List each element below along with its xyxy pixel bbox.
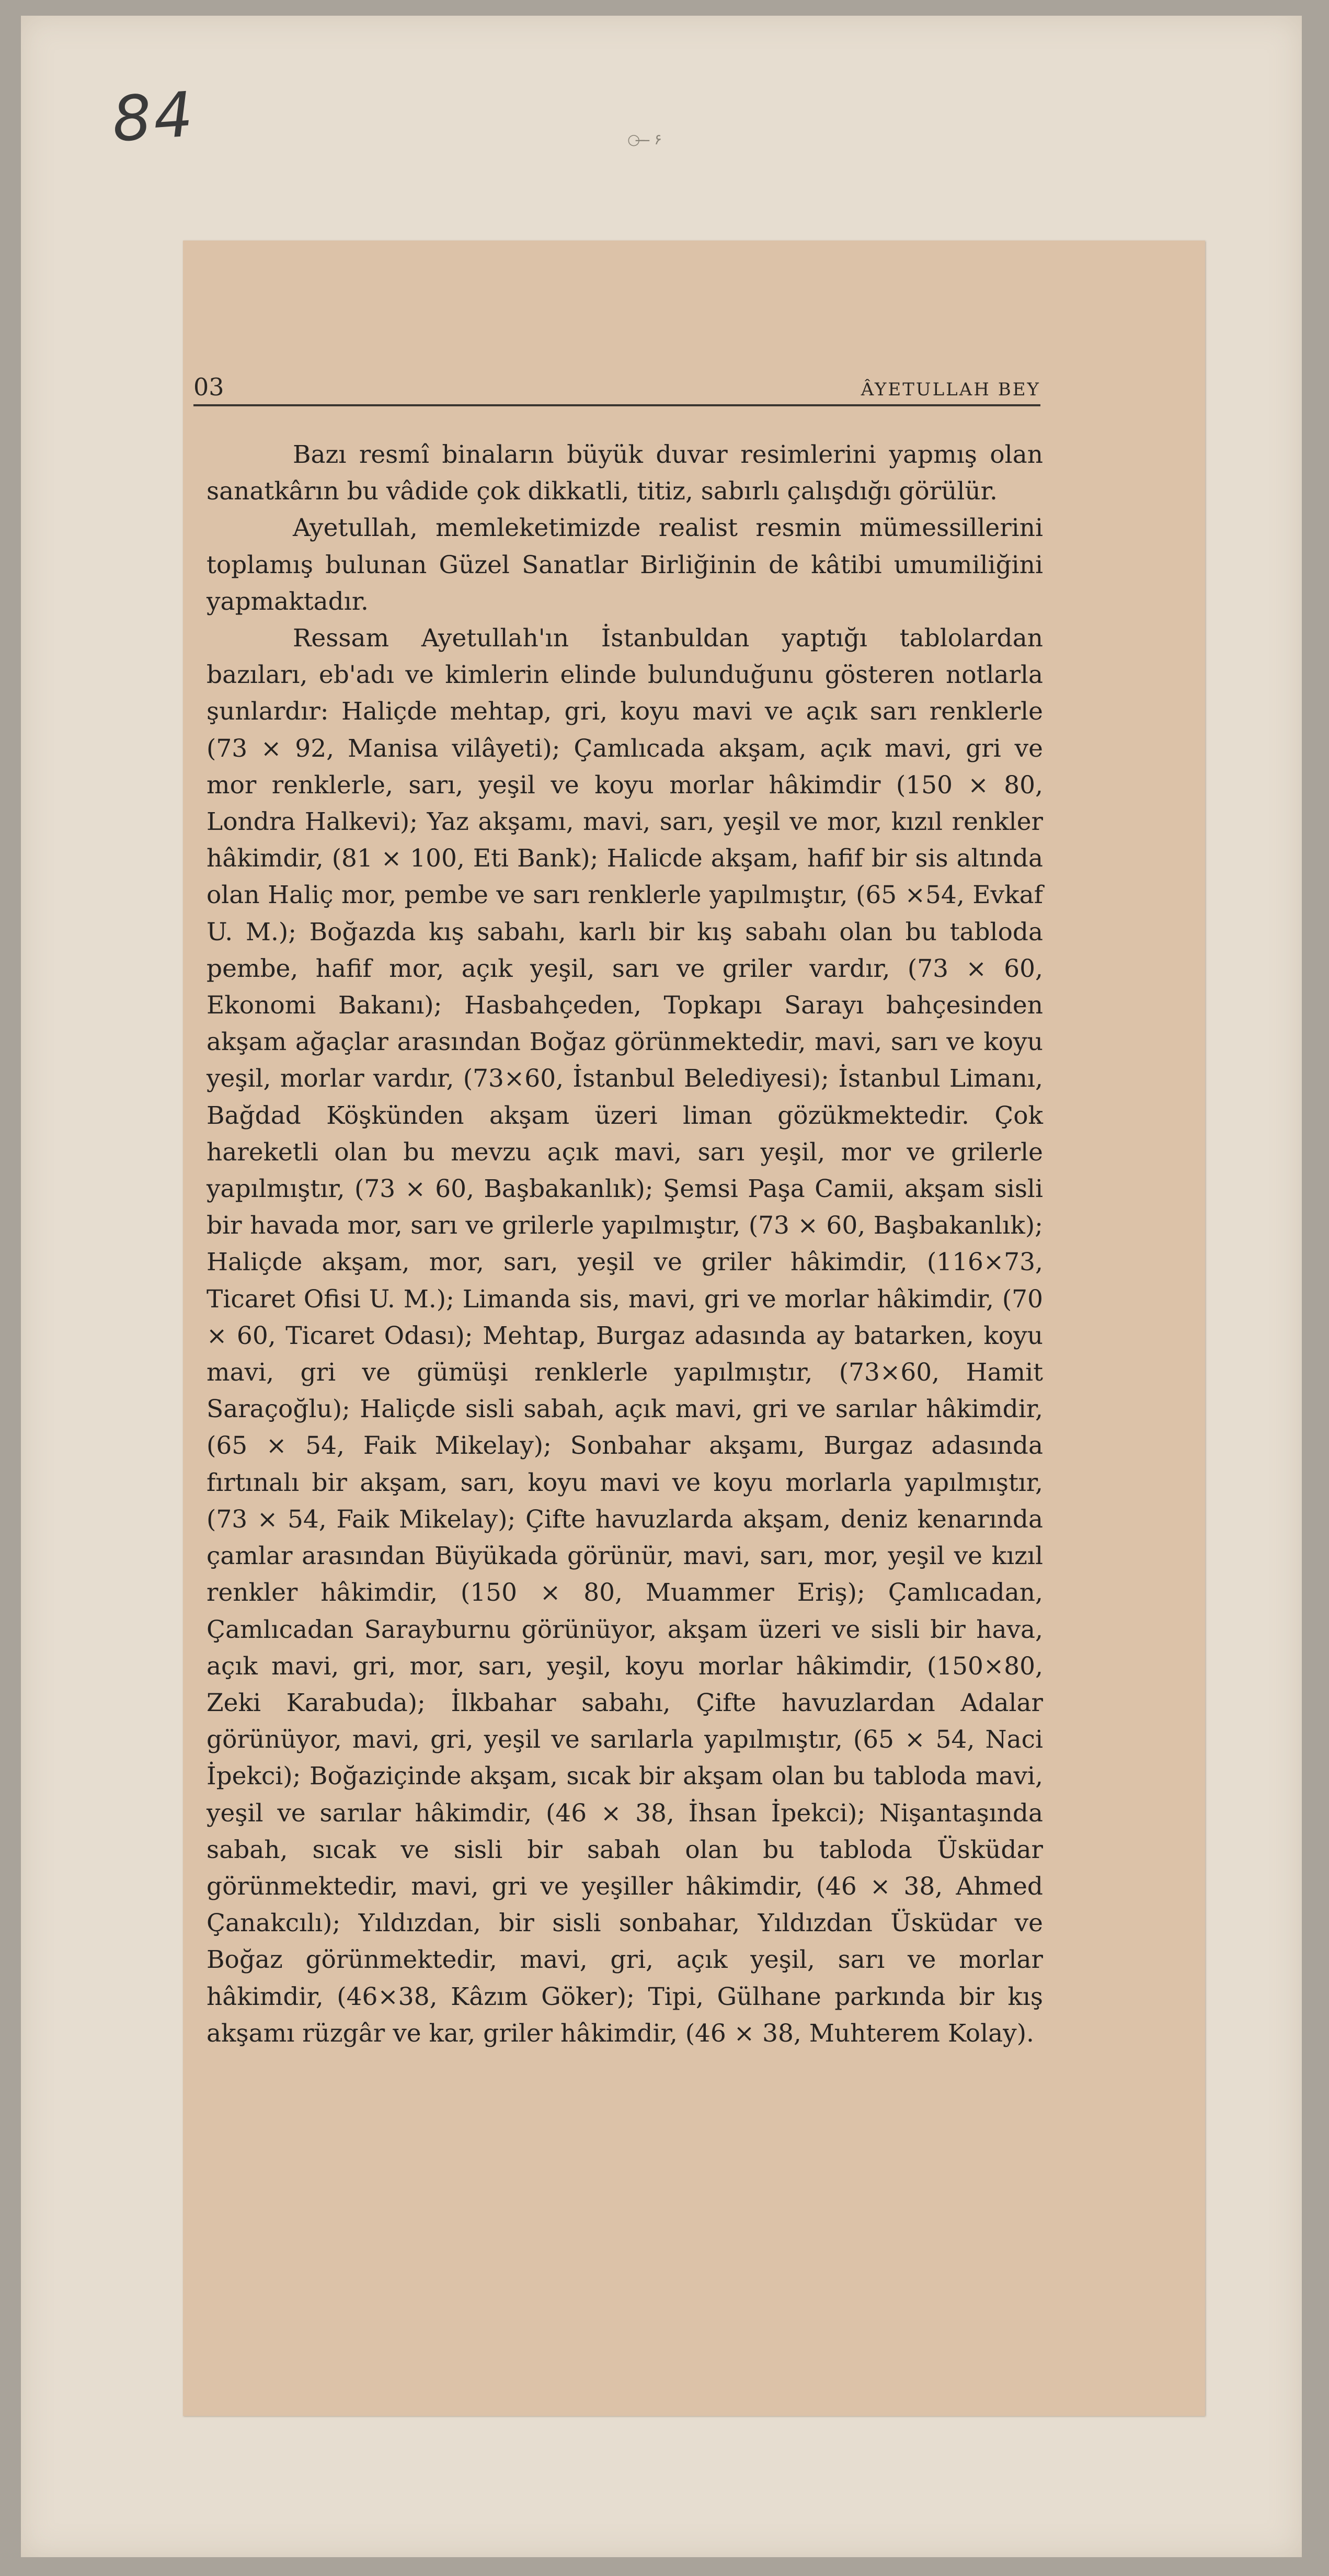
paragraph-2: Ayetullah, memleketimizde realist resmin mümessillerini toplamış bulunan Güzel Sanatlar Birliğinin de kâtibi umumiliğini yapmaktadır. [207,514,1043,616]
article-body [207,437,1043,2052]
paragraph-3: Ressam Ayetullah'ın İstanbuldan yaptığı tablolardan bazıları, eb'adı ve kimlerin elinde bulunduğunu gösteren notlarla şunlardır: Haliçde mehtap, gri, koyu mavi ve açık sarı renklerle (73 × 92, Manisa vilâyeti); Çamlıcada akşam, açık mavi, gri ve mor renklerle, sarı, yeşil ve koyu morlar hâkimdir (150 × 80, Londra Halkevi); Yaz akşamı, mavi, sarı, yeşil ve mor, kızıl renkler hâkimdir, (81 × 100, Eti Bank); Halicde akşam, hafif bir sis altında olan Haliç mor, pembe ve sarı renklerle yapılmıştır, (65 ×54, Evkaf U. M.); Boğazda kış sabahı, karlı bir kış sabahı olan bu tabloda pembe, hafif mor, açık yeşil, sarı ve griler vardır, (73 × 60, Ekonomi Bakanı); Hasbahçeden, Topkapı Sarayı bahçesinden akşam ağaçlar arasından Boğaz görünmektedir, mavi, sarı ve koyu yeşil, morlar vardır, (73×60, İstanbul Belediyesi); İstanbul Limanı, Bağdad Köşkünden akşam üzeri liman gözükmektedir. Çok hareketli olan bu mevzu açık mavi, sarı yeşil, mor ve grilerle yapılmıştır, (73 × 60, Başbakanlık); Şemsi Paşa Camii, akşam sisli bir havada mor, sarı ve grilerle yapılmıştır, (73 × 60, Başbakanlık); Haliçde akşam, mor, sarı, yeşil ve griler hâkimdir, (116×73, Ticaret Ofisi U. M.); Limanda sis, mavi, gri ve morlar hâkimdir, (70 × 60, Ticaret Odası); Mehtap, Burgaz adasında ay batarken, koyu mavi, gri ve gümüşi renklerle yapılmıştır, (73×60, Hamit Saraçoğlu); Haliçde sisli sabah, açık mavi, gri ve sarılar hâkimdir, (65 × 54, Faik Mikelay); Sonbahar akşamı, Burgaz adasında fırtınalı bir akşam, sarı, koyu mavi ve koyu morlarla yapılmıştır, (73 × 54, Faik Mikelay); Çifte havuzlarda akşam, deniz kenarında çamlar arasından Büyükada görünür, mavi, sarı, mor, yeşil ve kızıl renkler hâkimdir, (150 × 80, Muammer Eriş); Çamlıcadan, Çamlıcadan Sarayburnu görünüyor, akşam üzeri ve sisli bir hava, açık mavi, gri, mor, sarı, yeşil, koyu morlar hâkimdir, (150×80, Zeki Karabuda); İlkbahar sabahı, Çifte havuzlardan Adalar görünüyor, mavi, gri, yeşil ve sarılarla yapılmıştır, (65 × 54, Naci İpekci); Boğaziçinde akşam, sıcak bir akşam olan bu tabloda mavi, yeşil ve sarılar hâkimdir, (46 × 38, İhsan İpekci); Nişantaşında sabah, sıcak ve sisli bir sabah olan bu tabloda Üsküdar görünmektedir, mavi, gri ve yeşiller hâkimdir, (46 × 38, Ahmed Çanakcılı); Yıldızdan, bir sisli sonbahar, Yıldızdan Üsküdar ve Boğaz görünmektedir, mavi, gri, açık yeşil, sarı ve morlar hâkimdir, (46×38, Kâzım Göker); Tipi, Gülhane parkında bir kış akşamı rüzgâr ve kar, griler hâkimdir, (46 × 38, Muhterem Kolay). [207,624,1043,2048]
running-head [193,374,1040,406]
newspaper-clipping [183,241,1205,2416]
running-head-title: ÂYETULLAH BEY [861,379,1040,400]
archive-sheet [21,16,1302,2557]
stray-pencil-mark: ○ ̶ ̶ ۶ [627,131,662,148]
paragraph-1: Bazı resmî binaların büyük duvar resimlerini yapmış olan sanatkârın bu vâdide çok dikkatli, titiz, sabırlı çalışdığı görülür. [207,440,1043,506]
folio-number: 03 [193,373,224,401]
handwritten-page-number: 84 [110,77,198,156]
